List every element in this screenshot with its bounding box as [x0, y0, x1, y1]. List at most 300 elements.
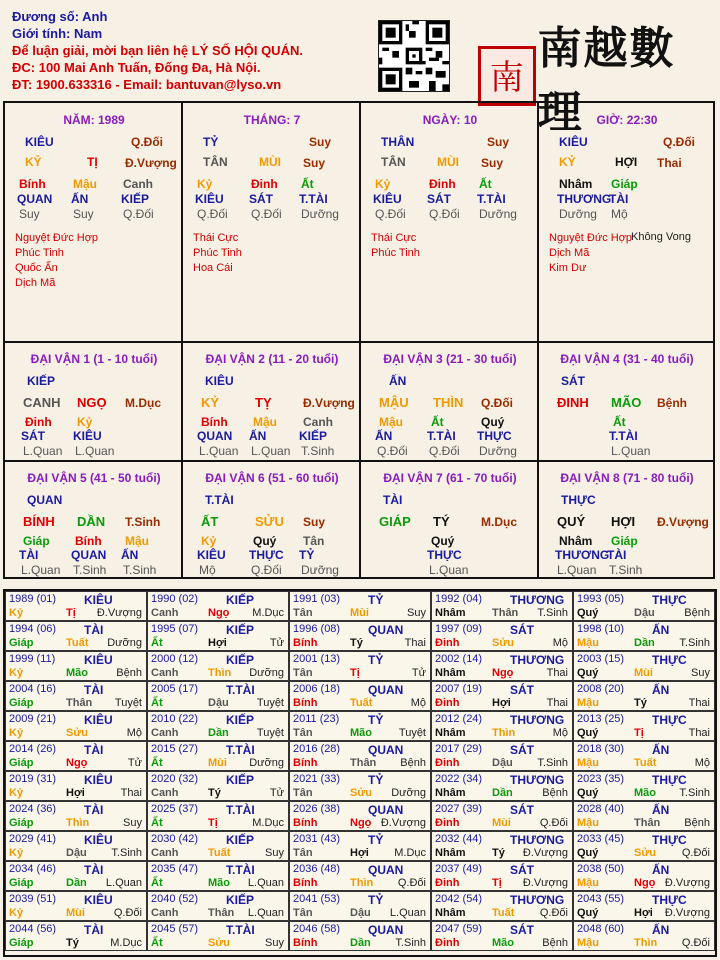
year-cell[interactable]: [289, 801, 431, 831]
year-state: L.Quan: [389, 907, 426, 919]
year-stem: Nhâm: [435, 907, 466, 919]
year-stem: Ất: [151, 757, 163, 769]
year-star: TÀI: [84, 923, 104, 937]
year-cell[interactable]: [573, 921, 715, 951]
year-label: 2024 (36): [9, 803, 57, 815]
year-state: Mộ: [552, 637, 568, 649]
dai-van-title: ĐẠI VẬN 1 (1 - 10 tuổi): [30, 352, 158, 366]
year-stem: Đinh: [435, 697, 460, 709]
pillar-title: THÁNG: 7: [243, 113, 301, 127]
year-star: KIẾP: [226, 623, 255, 637]
pillar-stem: TÂN: [381, 155, 406, 169]
dv-hidden-god: QUAN: [71, 548, 107, 562]
year-branch: Mão: [66, 667, 88, 679]
year-cell[interactable]: [289, 621, 431, 651]
year-star: KIẾP: [226, 713, 255, 727]
year-state: Đ.Vượng: [522, 877, 568, 889]
year-star: THƯƠNG: [510, 593, 565, 607]
year-star: T.TÀI: [226, 923, 255, 937]
dai-van-stem: KỶ: [201, 395, 220, 410]
year-cell[interactable]: [147, 771, 289, 801]
dai-van-stem: MẬU: [379, 395, 409, 410]
year-label: 2015 (27): [151, 743, 199, 755]
hidden-god: THƯƠNG: [557, 192, 612, 206]
dv-hidden-stem: Quý: [481, 415, 505, 429]
year-cell[interactable]: [431, 741, 573, 771]
hidden-stem: Kỷ: [197, 177, 213, 191]
year-star: KIẾP: [226, 773, 255, 787]
year-branch: Tý: [492, 847, 505, 859]
year-branch: Thân: [66, 697, 93, 709]
year-cell[interactable]: [431, 711, 573, 741]
shen-sha: Phúc Tinh: [193, 247, 242, 259]
year-label: 2029 (41): [9, 833, 57, 845]
year-cell[interactable]: [147, 651, 289, 681]
pillar-state: Suy: [481, 156, 504, 170]
year-branch: Mùi: [66, 907, 85, 919]
year-stem: Mậu: [577, 757, 599, 769]
year-cell[interactable]: [5, 711, 147, 741]
year-label: 2039 (51): [9, 893, 57, 905]
year-cell[interactable]: [147, 621, 289, 651]
dai-van-star: KIẾP: [27, 374, 56, 388]
year-label: 2017 (29): [435, 743, 483, 755]
year-stem: Kỷ: [9, 907, 24, 919]
year-label: 2036 (48): [293, 863, 341, 875]
hidden-state: Dưỡng: [301, 207, 339, 221]
year-star: ẤN: [652, 743, 670, 757]
year-state: Mộ: [126, 727, 142, 739]
year-stem: Mậu: [577, 877, 599, 889]
dv-hidden-state: T.Sinh: [609, 563, 643, 577]
dv-hidden-state: Q.Đối: [377, 444, 408, 458]
year-cell[interactable]: [431, 921, 573, 951]
year-label: 1993 (05): [577, 593, 625, 605]
year-cell[interactable]: [147, 741, 289, 771]
dai-van-state: M.Dục: [125, 396, 161, 410]
year-cell[interactable]: [431, 861, 573, 891]
hidden-stem: Bính: [19, 177, 46, 191]
shen-sha: Thái Cực: [371, 232, 417, 244]
brand-title: 南越數理: [537, 23, 676, 138]
year-branch: Mùi: [634, 667, 653, 679]
year-stem: Canh: [151, 607, 179, 619]
year-cell[interactable]: [289, 861, 431, 891]
hidden-state: Q.Đối: [251, 207, 282, 221]
pillar-branch: HỢI: [615, 155, 638, 169]
year-cell[interactable]: [289, 681, 431, 711]
year-star: QUAN: [368, 683, 404, 697]
year-branch: Dần: [350, 937, 371, 949]
year-star: THỰC: [652, 833, 687, 847]
year-state: Tử: [269, 787, 284, 799]
year-state: Bệnh: [684, 607, 710, 619]
dv-hidden-stem: Kỷ: [201, 534, 217, 548]
hidden-god: SÁT: [427, 192, 451, 206]
dai-van-stem: ẤT: [201, 514, 219, 529]
year-label: 1990 (02): [151, 593, 199, 605]
dai-van-cell: [183, 462, 361, 577]
dv-hidden-god: THƯƠNG: [555, 548, 610, 562]
year-label: 2032 (44): [435, 833, 483, 845]
year-star: SÁT: [510, 863, 534, 877]
hidden-state: Q.Đối: [123, 207, 154, 221]
year-stem: Giáp: [9, 877, 34, 889]
year-state: T.Sinh: [679, 637, 710, 649]
hidden-god: SÁT: [249, 192, 273, 206]
dai-van-star: ẤN: [389, 374, 407, 388]
year-state: Q.Đối: [539, 907, 568, 919]
dai-van-state: Q.Đối: [481, 396, 513, 410]
dv-hidden-stem: Kỷ: [77, 415, 93, 429]
year-star: THƯƠNG: [510, 893, 565, 907]
year-cell[interactable]: [5, 831, 147, 861]
year-label: 2037 (49): [435, 863, 483, 875]
year-label: 2013 (25): [577, 713, 625, 725]
year-cell[interactable]: [147, 711, 289, 741]
dv-hidden-god: SÁT: [21, 429, 45, 443]
dv-hidden-god: ẤN: [375, 429, 393, 443]
year-label: 2042 (54): [435, 893, 483, 905]
year-star: TÀI: [84, 743, 104, 757]
pillar-god: Q.Đối: [131, 135, 163, 149]
year-branch: Dậu: [492, 757, 513, 769]
year-stem: Đinh: [435, 817, 460, 829]
dai-van-branch: SỬU: [255, 514, 284, 529]
year-cell[interactable]: [5, 681, 147, 711]
year-state: Dưỡng: [249, 667, 284, 679]
year-state: Suy: [691, 667, 710, 679]
year-star: THỰC: [652, 713, 687, 727]
year-state: Đ.Vượng: [96, 607, 142, 619]
shen-sha: Phúc Tinh: [15, 247, 64, 259]
year-cell[interactable]: [5, 771, 147, 801]
year-cell[interactable]: [431, 801, 573, 831]
year-stem: Ất: [151, 817, 163, 829]
dv-hidden-stem: Bính: [201, 415, 228, 429]
year-label: 1994 (06): [9, 623, 57, 635]
year-state: Bệnh: [542, 937, 568, 949]
dai-van-state: M.Dục: [481, 515, 517, 529]
year-star: KIÊU: [84, 833, 113, 847]
year-label: 2014 (26): [9, 743, 57, 755]
year-branch: Thân: [208, 907, 235, 919]
year-branch: Tị: [208, 817, 218, 829]
dai-van-title: ĐẠI VẬN 3 (21 - 30 tuổi): [383, 352, 517, 366]
hidden-god: T.TÀI: [299, 192, 328, 206]
year-state: Mộ: [410, 697, 426, 709]
year-stem: Ất: [151, 877, 163, 889]
year-label: 1991 (03): [293, 593, 341, 605]
hidden-god: T.TÀI: [477, 192, 506, 206]
year-star: SÁT: [510, 803, 534, 817]
year-label: 2011 (23): [293, 713, 340, 725]
year-star: TỶ: [368, 773, 384, 787]
year-star: QUAN: [368, 863, 404, 877]
dai-van-cell: [361, 343, 539, 462]
year-stem: Ất: [151, 697, 163, 709]
year-label: 2033 (45): [577, 833, 625, 845]
year-label: 1999 (11): [9, 653, 56, 665]
year-cell[interactable]: [289, 591, 431, 621]
dv-hidden-stem: Giáp: [611, 534, 638, 548]
pillar-god: Q.Đối: [663, 135, 695, 149]
year-branch: Hợi: [350, 847, 369, 859]
dv-hidden-stem: Đinh: [25, 415, 52, 429]
dv-hidden-stem: Nhâm: [559, 534, 593, 548]
year-stem: Đinh: [435, 937, 460, 949]
year-cell[interactable]: [147, 921, 289, 951]
year-stem: Kỷ: [9, 727, 24, 739]
year-cell[interactable]: [431, 681, 573, 711]
dai-van-title: ĐẠI VẬN 6 (51 - 60 tuổi): [205, 471, 339, 485]
year-star: QUAN: [368, 803, 404, 817]
dai-van-branch: HỢI: [611, 514, 636, 529]
year-branch: Dậu: [66, 847, 87, 859]
year-branch: Thìn: [208, 667, 232, 679]
year-cell[interactable]: [573, 681, 715, 711]
hidden-stem: Canh: [123, 177, 153, 191]
pillar-title: GIỜ: 22:30: [596, 113, 658, 127]
year-branch: Tý: [208, 787, 221, 799]
year-cell[interactable]: [147, 891, 289, 921]
dv-hidden-stem: Canh: [303, 415, 333, 429]
year-label: 2028 (40): [577, 803, 625, 815]
year-star: KIẾP: [226, 833, 255, 847]
year-cell[interactable]: [5, 921, 147, 951]
year-branch: Dần: [634, 637, 655, 649]
year-branch: Ngọ: [350, 817, 372, 829]
year-cell[interactable]: [289, 651, 431, 681]
year-stem: Đinh: [435, 637, 460, 649]
year-cell[interactable]: [5, 861, 147, 891]
hidden-state: Suy: [19, 207, 40, 221]
year-cell[interactable]: [5, 651, 147, 681]
year-label: 2007 (19): [435, 683, 483, 695]
dv-hidden-state: Mộ: [199, 563, 216, 577]
year-stem: Nhâm: [435, 787, 466, 799]
year-cell[interactable]: [5, 801, 147, 831]
year-stem: Bính: [293, 697, 318, 709]
dai-van-state: Suy: [303, 515, 326, 529]
year-star: THỰC: [652, 593, 687, 607]
year-label: 2005 (17): [151, 683, 199, 695]
dv-hidden-state: L.Quan: [23, 444, 63, 458]
year-cell[interactable]: [5, 621, 147, 651]
year-star: THƯƠNG: [510, 773, 565, 787]
dv-hidden-stem: Mậu: [379, 415, 403, 429]
year-star: ẤN: [652, 803, 670, 817]
phone-email-line[interactable]: ĐT: 1900.633316 - Email: bantuvan@lyso.vn: [12, 77, 282, 92]
year-cell[interactable]: [573, 801, 715, 831]
year-cell[interactable]: [573, 711, 715, 741]
year-stem: Canh: [151, 727, 179, 739]
qr-code-icon[interactable]: [378, 20, 450, 92]
pillar-stem: KỶ: [559, 155, 576, 169]
year-stem: Kỷ: [9, 607, 24, 619]
dv-hidden-state: Q.Đối: [251, 563, 282, 577]
dv-hidden-state: Dưỡng: [479, 444, 517, 458]
dai-van-star: KIÊU: [205, 374, 234, 388]
year-branch: Hợi: [492, 697, 511, 709]
year-cell[interactable]: [147, 831, 289, 861]
year-cell[interactable]: [147, 591, 289, 621]
dai-van-state: T.Sinh: [125, 515, 161, 529]
dai-van-title: ĐẠI VẬN 4 (31 - 40 tuổi): [560, 352, 694, 366]
year-state: Q.Đối: [681, 847, 710, 859]
year-label: 2002 (14): [435, 653, 483, 665]
kong-wang: Không Vong: [631, 231, 691, 243]
year-cell[interactable]: [573, 771, 715, 801]
year-cell[interactable]: [147, 861, 289, 891]
year-cell[interactable]: [5, 741, 147, 771]
dv-hidden-state: T.Sinh: [301, 444, 335, 458]
year-branch: Ngọ: [66, 757, 88, 769]
year-star: T.TÀI: [226, 743, 255, 757]
year-stem: Ất: [151, 637, 163, 649]
dv-hidden-state: L.Quan: [251, 444, 291, 458]
year-stem: Nhâm: [435, 727, 466, 739]
year-cell[interactable]: [289, 891, 431, 921]
year-star: TỶ: [368, 893, 384, 907]
year-label: 2010 (22): [151, 713, 199, 725]
year-branch: Dậu: [350, 907, 371, 919]
hidden-god: KIẾP: [121, 192, 150, 206]
year-star: TÀI: [84, 683, 104, 697]
dv-hidden-stem: Ất: [431, 415, 444, 429]
dv-hidden-state: T.Sinh: [123, 563, 157, 577]
year-cell[interactable]: [573, 651, 715, 681]
year-stem: Nhâm: [435, 847, 466, 859]
year-cell[interactable]: [289, 831, 431, 861]
year-state: Dưỡng: [249, 757, 284, 769]
year-label: 2048 (60): [577, 923, 625, 935]
year-cell[interactable]: [289, 771, 431, 801]
year-cell[interactable]: [573, 831, 715, 861]
year-branch: Thân: [634, 817, 661, 829]
hidden-stem: Đinh: [429, 177, 456, 191]
pillar-branch: MÙI: [259, 155, 281, 169]
dai-van-stem: ĐINH: [557, 395, 589, 410]
hidden-god: ẤN: [71, 192, 89, 206]
year-stem: Kỷ: [9, 667, 24, 679]
year-branch: Ngọ: [492, 667, 514, 679]
year-label: 2018 (30): [577, 743, 625, 755]
hidden-state: Suy: [73, 207, 94, 221]
year-label: 2019 (31): [9, 773, 57, 785]
year-branch: Ngọ: [634, 877, 656, 889]
year-state: Tử: [411, 667, 426, 679]
hidden-state: Q.Đối: [197, 207, 228, 221]
dai-van-branch: TÝ: [433, 514, 450, 529]
year-cell[interactable]: [431, 621, 573, 651]
dai-van-branch: NGỌ: [77, 395, 107, 410]
year-state: Bệnh: [542, 787, 568, 799]
year-stem: Ất: [151, 937, 163, 949]
year-branch: Dần: [492, 787, 513, 799]
year-star: THỰC: [652, 773, 687, 787]
year-stem: Quý: [577, 667, 599, 679]
pillar-god: Suy: [487, 135, 510, 149]
shen-sha: Nguyệt Đức Hợp: [549, 232, 633, 244]
year-stem: Canh: [151, 907, 179, 919]
year-state: Suy: [265, 847, 284, 859]
year-state: Tuyệt: [398, 727, 426, 739]
year-state: Suy: [265, 937, 284, 949]
year-cell[interactable]: [147, 801, 289, 831]
year-cell[interactable]: [289, 741, 431, 771]
year-star: QUAN: [368, 743, 404, 757]
dv-hidden-god: THỰC: [477, 429, 512, 443]
hidden-state: Dưỡng: [559, 207, 597, 221]
year-branch: Dần: [208, 727, 229, 739]
year-star: TÀI: [84, 623, 104, 637]
year-state: Q.Đối: [113, 907, 142, 919]
year-state: Thai: [688, 727, 710, 739]
year-branch: Thìn: [66, 817, 90, 829]
address-line: ĐC: 100 Mai Anh Tuấn, Đống Đa, Hà Nội.: [12, 60, 261, 75]
year-state: Thai: [404, 637, 426, 649]
year-branch: Tị: [634, 727, 644, 739]
hidden-god: KIÊU: [373, 192, 402, 206]
year-cell[interactable]: [431, 891, 573, 921]
year-cell[interactable]: [289, 921, 431, 951]
year-cell[interactable]: [431, 831, 573, 861]
year-stem: Canh: [151, 667, 179, 679]
year-cell[interactable]: [431, 771, 573, 801]
year-cell[interactable]: [147, 681, 289, 711]
shen-sha: Kim Dư: [549, 262, 587, 274]
dai-van-cell: [361, 462, 539, 577]
year-cell[interactable]: [573, 741, 715, 771]
year-cell[interactable]: [431, 591, 573, 621]
year-branch: Sửu: [634, 847, 657, 859]
four-pillars-grid: [3, 101, 715, 579]
year-stem: Quý: [577, 727, 599, 739]
dai-van-branch: THÌN: [433, 395, 464, 410]
year-star: TỶ: [368, 713, 384, 727]
dai-van-stem: BÍNH: [23, 514, 55, 529]
year-cell[interactable]: [573, 861, 715, 891]
hidden-stem: Giáp: [611, 177, 638, 191]
year-state: Thai: [546, 667, 568, 679]
pillar-stem: TÂN: [203, 155, 228, 169]
year-star: KIÊU: [84, 653, 113, 667]
year-stem: Tân: [293, 607, 313, 619]
year-branch: Mùi: [492, 817, 511, 829]
year-cell[interactable]: [5, 891, 147, 921]
dai-van-branch: DẦN: [77, 514, 106, 529]
year-cell[interactable]: [431, 651, 573, 681]
year-label: 2034 (46): [9, 863, 57, 875]
year-cell[interactable]: [573, 591, 715, 621]
year-branch: Tuất: [492, 907, 515, 919]
pillar-star: KIÊU: [559, 135, 588, 149]
pillar-stem: KỶ: [25, 155, 42, 169]
year-cell[interactable]: [289, 711, 431, 741]
dai-van-cell: [5, 343, 183, 462]
dv-hidden-god: QUAN: [197, 429, 233, 443]
year-branch: Dần: [66, 877, 87, 889]
year-state: M.Dục: [110, 937, 142, 949]
year-cell[interactable]: [573, 891, 715, 921]
year-label: 1992 (04): [435, 593, 483, 605]
header-info: [12, 8, 372, 93]
year-star: KIẾP: [226, 593, 255, 607]
year-cell[interactable]: [5, 591, 147, 621]
dv-hidden-state: L.Quan: [557, 563, 597, 577]
year-cell[interactable]: [573, 621, 715, 651]
